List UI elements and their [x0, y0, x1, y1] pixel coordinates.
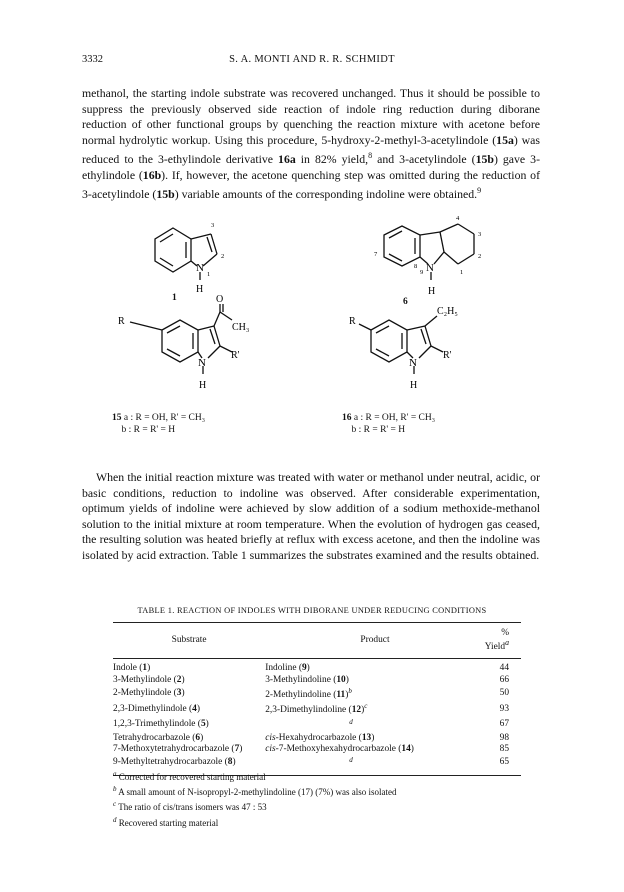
header-yield: % Yield$^a$ — [485, 623, 521, 659]
header-product: Product — [265, 623, 485, 659]
table-row — [113, 717, 521, 733]
footnote: $^a$ Corrected for recovered starting material — [113, 770, 266, 782]
svg-text:R: R — [118, 316, 125, 327]
cell-product: 2,3-Dimethylindoline $(12)^c$ — [265, 702, 368, 716]
page-number: 3332 — [82, 54, 103, 65]
svg-text:4: 4 — [456, 215, 460, 222]
p1-segment: 15b — [475, 152, 494, 167]
svg-text:9: 9 — [420, 269, 424, 276]
header-substrate: Substrate — [113, 623, 265, 659]
svg-text:R': R' — [443, 350, 452, 361]
substituents-16: 16 a : R = OH, R' = CH₃ b : R = R' = H — [342, 413, 436, 435]
svg-text:7: 7 — [374, 251, 378, 258]
p1-segment: in 82% yield, — [295, 152, 369, 167]
cell-yield: 85 — [499, 743, 509, 754]
svg-text:H: H — [410, 380, 418, 391]
p1-segment: ) variable amounts of the corresponding indoline were obtained. — [174, 187, 478, 202]
p1-segment: ) was reduced to the 3-ethylindole derivative — [82, 132, 540, 167]
label-6: 6 — [403, 297, 408, 307]
structure-indole-1 — [135, 218, 245, 313]
cell-product: d — [265, 755, 485, 775]
svg-text:H: H — [428, 286, 436, 297]
cell-substrate: 2,3-Dimethylindole (4) — [113, 703, 200, 714]
svg-text:R: R — [349, 316, 356, 327]
svg-text:O: O — [216, 294, 224, 305]
cell-substrate: Tetrahydrocarbazole (6) — [113, 732, 204, 743]
table-caption: TABLE 1. REACTION OF INDOLES WITH DIBORANE UNDER REDUCING CONDITIONS — [137, 606, 487, 615]
cell-product: 2-Methylindoline $(11)^b$ — [265, 686, 352, 701]
p1-segment: 16b — [142, 167, 162, 182]
paragraph-1 — [82, 86, 540, 203]
svg-text:H: H — [199, 380, 207, 391]
table-row — [113, 733, 521, 744]
label-1: 1 — [172, 293, 177, 303]
svg-text:N: N — [196, 262, 204, 274]
p1-segment: and 3-acetylindole ( — [372, 152, 476, 167]
footnote: $^b$ A small amount of N-isopropyl-2-methylindoline (17) (7%) was also isolated — [113, 785, 397, 798]
results-table — [113, 622, 521, 776]
p1-segment: 15b — [156, 187, 175, 202]
svg-text:3: 3 — [211, 222, 215, 229]
cell-product: d — [349, 718, 353, 726]
cell-yield: 93 — [499, 703, 509, 714]
table-row — [113, 744, 521, 755]
svg-text:1: 1 — [460, 269, 464, 276]
running-head: S. A. MONTI AND R. R. SCHMIDT — [229, 54, 395, 65]
footnote: $^d$ Recovered starting material — [113, 815, 219, 828]
cell-yield: 44 — [499, 663, 509, 674]
cell-product: Indoline (9) — [265, 663, 310, 674]
cell-yield: 67 — [499, 719, 509, 730]
svg-text:CH₃: CH₃ — [232, 322, 250, 333]
cell-yield: 50 — [499, 688, 509, 698]
acetylindole-15-drawing — [116, 294, 286, 400]
table-row — [113, 701, 521, 717]
cell-substrate: 7-Methoxytetrahydrocarbazole (7) — [113, 743, 243, 754]
svg-text:C₂H₅: C₂H₅ — [437, 306, 458, 317]
p1-segment: 8 — [368, 151, 373, 161]
cell-substrate: 3-Methylindole (2) — [113, 674, 185, 685]
paragraph-2: When the initial reaction mixture was treated with water or methanol under neutral, acidic, or basic conditions, reduction to indoline was observed. After considerable experimentation, optimum yields of indoline were achieved by slow addition of a sodium methoxide-methanol solution to the initial mixture at room temperature. When the evolution of hydrogen gas ceased, the resulting solution was heated briefly at reflux with excess acetone, and then the indoline was isolated by acid extraction. Table 1 summarizes the substrates examined and the results obtained. — [82, 470, 540, 562]
svg-text:N: N — [409, 357, 417, 369]
p1-segment: ). If, however, the acetone quenching step was omitted during the reduction of 3-acetylindole ( — [82, 167, 540, 202]
p1-segment: ) gave 3-ethylindole ( — [82, 152, 540, 182]
svg-text:1: 1 — [207, 271, 211, 278]
cell-yield: 98 — [499, 732, 509, 743]
structure-tetrahydrocarbazole-6 — [362, 215, 512, 313]
cell-product: cis-7-Methoxyhexahydrocarbazole (14) — [265, 743, 414, 754]
structure-ethylindole-16 — [345, 300, 515, 405]
p1-segment: 15a — [496, 132, 514, 147]
svg-text:2: 2 — [478, 253, 482, 260]
p1-segment: methanol, the starting indole substrate was recovered unchanged. Thus it should be possible to suppress the previously observed side reaction of indole ring reduction during diborane reduction of other functional groups by quenching the reaction mixture with acetone before normal hydrolytic workup. Using this procedure, 5-hydroxy-2-methyl-3-acetylindole ( — [82, 86, 540, 147]
cell-product: 3-Methylindoline (10) — [265, 674, 349, 685]
cell-substrate: 1,2,3-Trimethylindole (5) — [113, 719, 209, 730]
ethylindole-16-drawing — [345, 300, 515, 400]
footnote: $^c$ The ratio of cis/trans isomers was 47 : 53 — [113, 800, 267, 813]
cell-yield: 66 — [499, 674, 509, 685]
table-row — [113, 675, 521, 686]
svg-text:2: 2 — [221, 253, 225, 260]
cell-substrate: Indole (1) — [113, 663, 151, 674]
indole-1-drawing — [135, 218, 245, 308]
cell-substrate: 2-Methylindole (3) — [113, 688, 185, 698]
svg-text:8: 8 — [414, 263, 418, 270]
substituents-15: 15 a : R = OH, R' = CH₃ b : R = R' = H — [112, 413, 206, 435]
table-row — [113, 659, 521, 675]
svg-text:H: H — [196, 284, 204, 295]
p1-segment: 9 — [477, 186, 482, 196]
svg-text:R': R' — [231, 350, 240, 361]
svg-text:N: N — [198, 357, 206, 369]
carbazole-6-drawing — [362, 215, 512, 308]
svg-text:3: 3 — [478, 231, 482, 238]
structure-acetylindole-15 — [116, 294, 286, 405]
svg-text:N: N — [426, 262, 434, 274]
table-footnotes — [113, 768, 396, 829]
cell-yield: 65 — [485, 755, 521, 775]
cell-product: cis-Hexahydrocarbazole (13) — [265, 732, 375, 743]
table-row — [113, 686, 521, 702]
p1-segment: 16a — [278, 152, 296, 167]
cell-substrate: 9-Methyltetrahydrocarbazole (8) — [113, 755, 265, 775]
